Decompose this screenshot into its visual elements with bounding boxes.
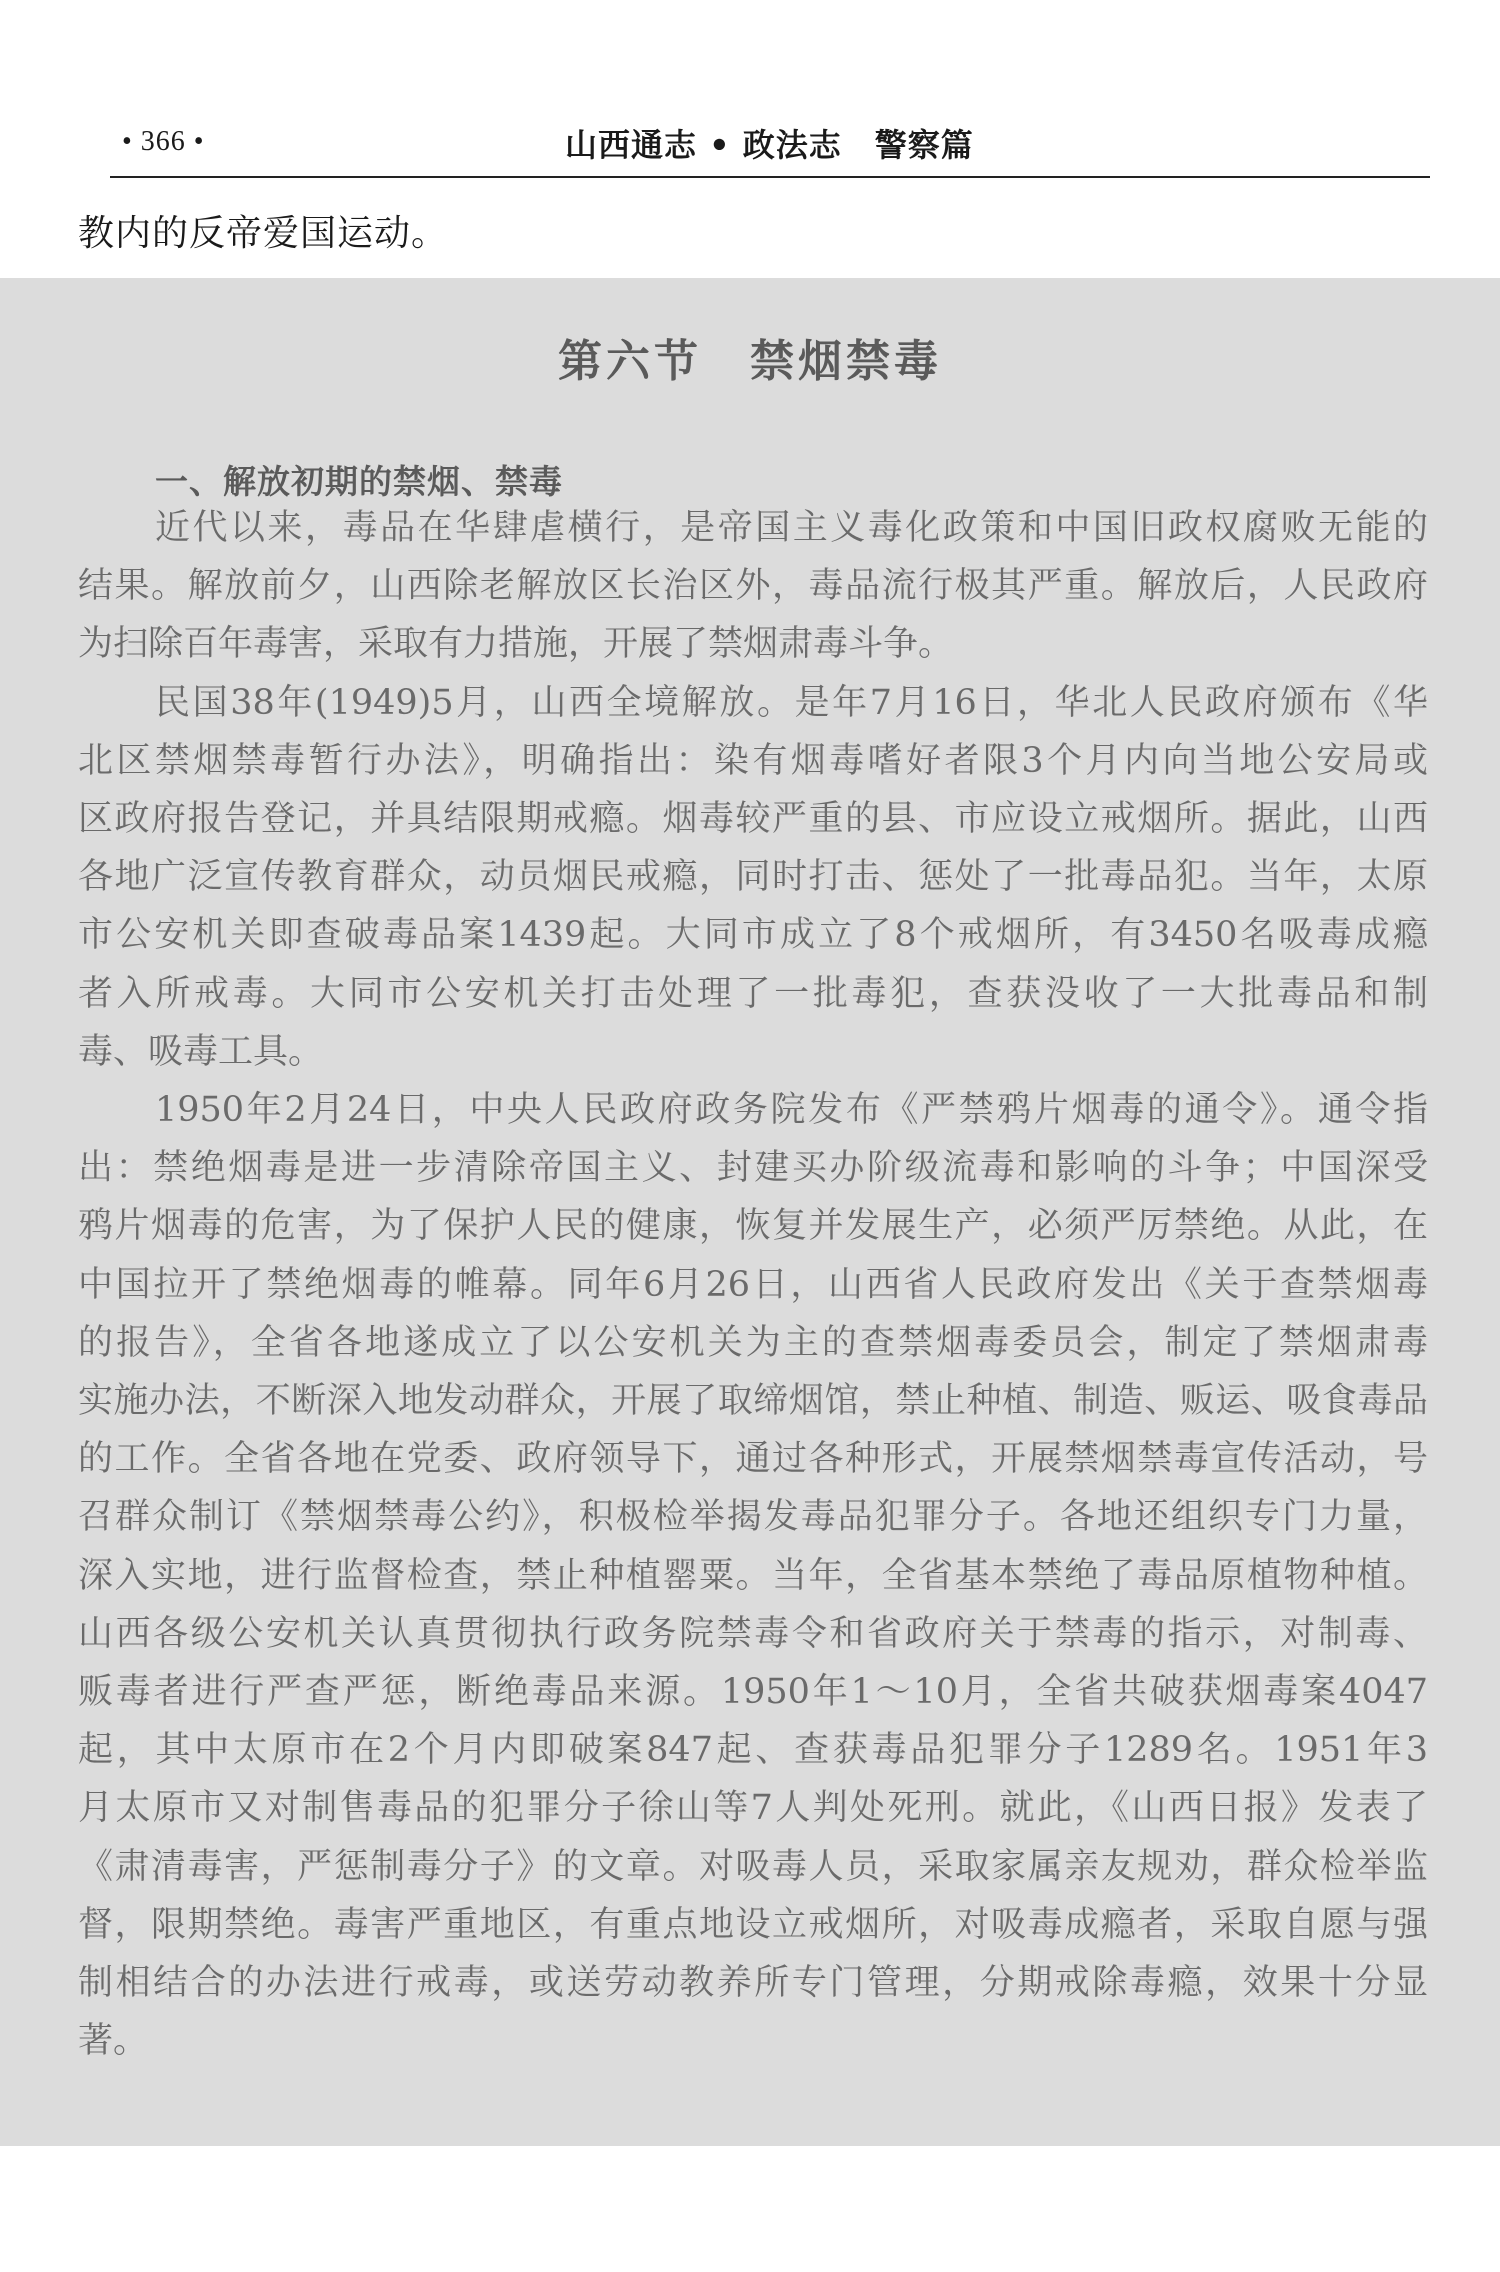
text-line: 出：禁绝烟毒是进一步清除帝国主义、封建买办阶级流毒和影响的斗争；中国深受 — [78, 1148, 1428, 1188]
text-line: 北区禁烟禁毒暂行办法》，明确指出：染有烟毒嗜好者限3个月内向当地公安局或 — [78, 741, 1428, 781]
text-line: 结果。解放前夕，山西除老解放区长治区外，毒品流行极其严重。解放后，人民政府 — [78, 566, 1428, 606]
text-line: 为扫除百年毒害，采取有力措施，开展了禁烟肃毒斗争。 — [78, 624, 954, 664]
section-title: 第六节 禁烟禁毒 — [558, 336, 942, 387]
text-line: 召群众制订《禁烟禁毒公约》，积极检举揭发毒品犯罪分子。各地还组织专门力量， — [78, 1497, 1428, 1537]
text-line: 起，其中太原市在2个月内即破案847起、查获毒品犯罪分子1289名。1951年3 — [78, 1730, 1428, 1770]
text-line: 中国拉开了禁绝烟毒的帷幕。同年6月26日，山西省人民政府发出《关于查禁烟毒 — [78, 1265, 1428, 1305]
text-line: 鸦片烟毒的危害，为了保护人民的健康，恢复并发展生产，必须严厉禁绝。从此，在 — [78, 1206, 1428, 1246]
text-line: 区政府报告登记，并具结限期戒瘾。烟毒较严重的县、市应设立戒烟所。据此，山西 — [78, 799, 1428, 839]
text-line: 深入实地，进行监督检查，禁止种植罂粟。当年，全省基本禁绝了毒品原植物种植。 — [78, 1556, 1428, 1596]
carryover-text: 教内的反帝爱国运动。 — [78, 213, 449, 254]
text-line: 各地广泛宣传教育群众，动员烟民戒瘾，同时打击、惩处了一批毒品犯。当年，太原 — [78, 857, 1428, 897]
text-line: 民国38年(1949)5月，山西全境解放。是年7月16日，华北人民政府颁布《华 — [155, 683, 1428, 723]
text-line: 实施办法，不断深入地发动群众，开展了取缔烟馆，禁止种植、制造、贩运、吸食毒品 — [78, 1381, 1428, 1421]
text-line: 督，限期禁绝。毒害严重地区，有重点地设立戒烟所，对吸毒成瘾者，采取自愿与强 — [78, 1905, 1428, 1945]
subheading: 一、解放初期的禁烟、禁毒 — [155, 462, 563, 501]
text-line: 的工作。全省各地在党委、政府领导下，通过各种形式，开展禁烟禁毒宣传活动，号 — [78, 1439, 1428, 1479]
text-line: 的报告》，全省各地遂成立了以公安机关为主的查禁烟毒委员会，制定了禁烟肃毒 — [78, 1323, 1428, 1363]
page-number: • 366 • — [122, 126, 205, 157]
text-line: 《肃清毒害，严惩制毒分子》的文章。对吸毒人员，采取家属亲友规劝，群众检举监 — [78, 1847, 1428, 1887]
text-line: 毒、吸毒工具。 — [78, 1032, 324, 1072]
text-line: 贩毒者进行严查严惩，断绝毒品来源。1950年1～10月，全省共破获烟毒案4047 — [78, 1672, 1428, 1712]
text-line: 近代以来，毒品在华肆虐横行，是帝国主义毒化政策和中国旧政权腐败无能的 — [155, 508, 1428, 548]
text-line: 者入所戒毒。大同市公安机关打击处理了一批毒犯，查获没收了一大批毒品和制 — [78, 974, 1428, 1014]
text-line: 月太原市又对制售毒品的犯罪分子徐山等7人判处死刑。就此，《山西日报》发表了 — [78, 1788, 1428, 1828]
text-line: 1950年2月24日，中央人民政府政务院发布《严禁鸦片烟毒的通令》。通令指 — [155, 1090, 1428, 1130]
text-line: 著。 — [78, 2021, 149, 2061]
running-title: 山西通志 • 政法志 警察篇 — [565, 126, 974, 164]
text-line: 山西各级公安机关认真贯彻执行政务院禁毒令和省政府关于禁毒的指示，对制毒、 — [78, 1614, 1428, 1654]
text-line: 市公安机关即查破毒品案1439起。大同市成立了8个戒烟所，有3450名吸毒成瘾 — [78, 915, 1428, 955]
text-line: 制相结合的办法进行戒毒，或送劳动教养所专门管理，分期戒除毒瘾，效果十分显 — [78, 1963, 1428, 2003]
page-header — [110, 118, 1430, 178]
